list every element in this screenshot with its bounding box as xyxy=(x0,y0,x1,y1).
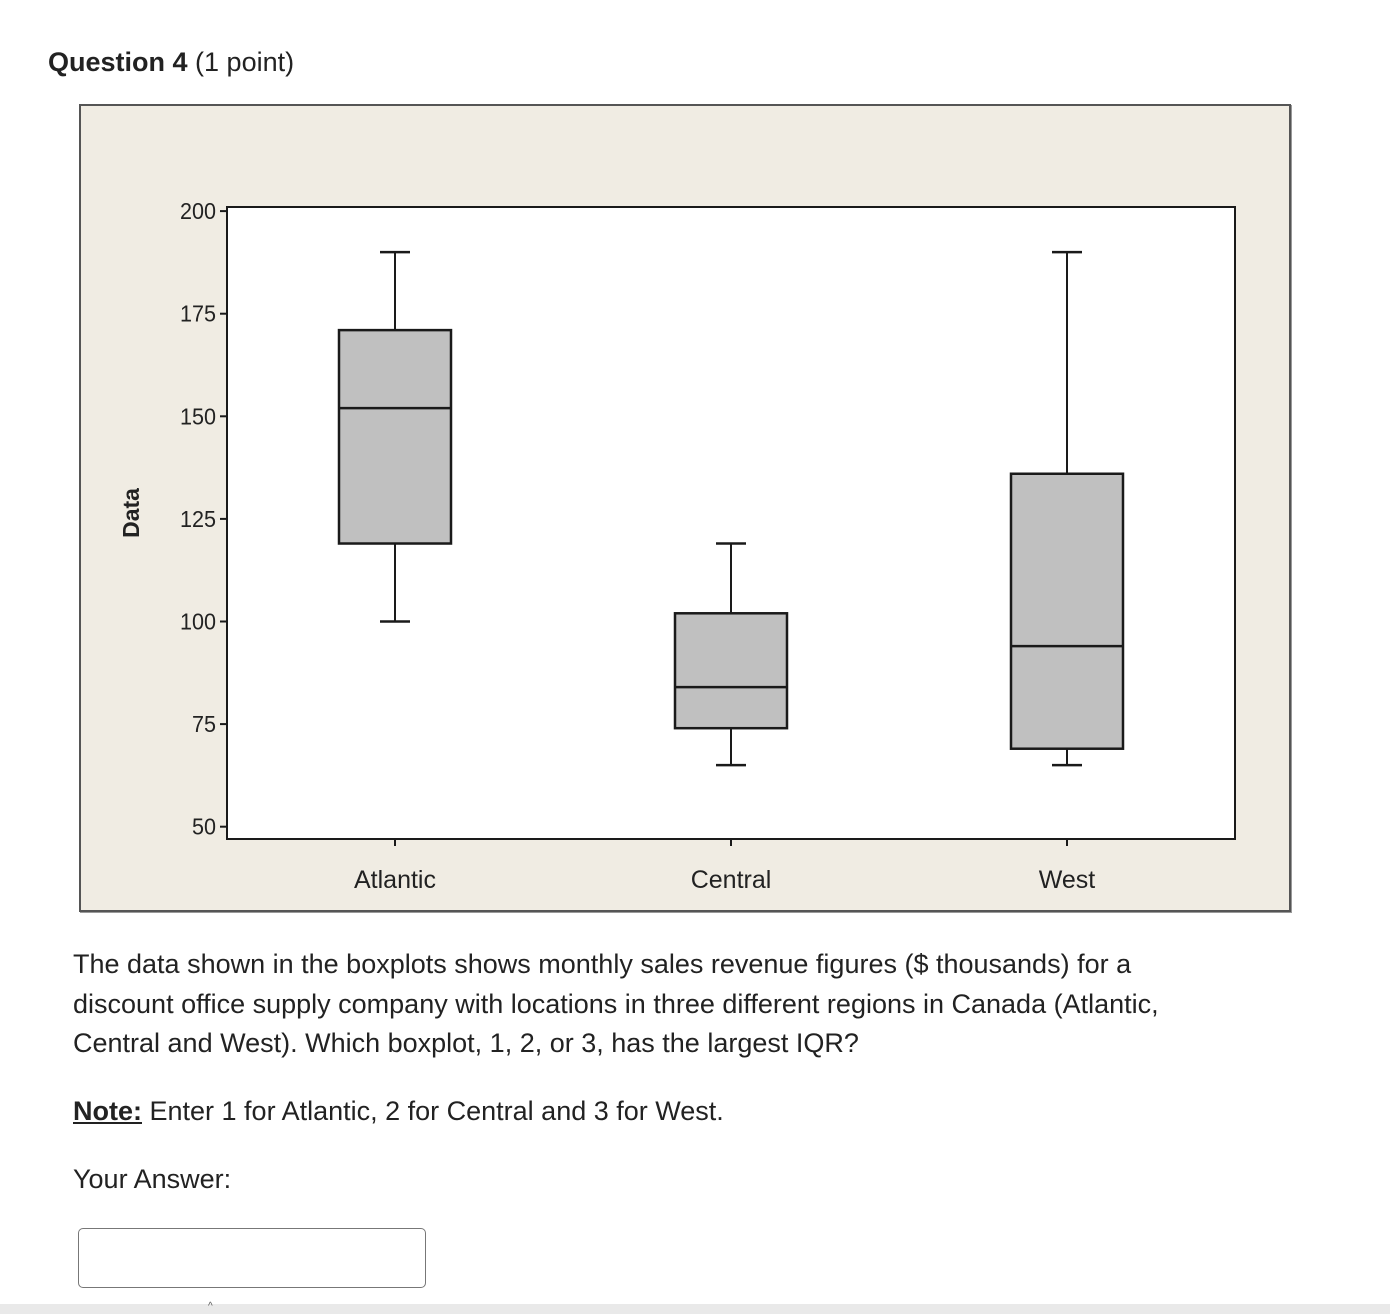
note-text: Enter 1 for Atlantic, 2 for Central and 3 for West. xyxy=(142,1096,724,1126)
question-points: (1 point) xyxy=(195,47,295,77)
answer-label: Your Answer: xyxy=(73,1164,232,1194)
question-text: The data shown in the boxplots shows monthly sales revenue figures ($ thousands) for a discount office supply company with locations in three different regions in Canada (Atlantic, Central and West). Which boxplot, 1, 2, or 3, has the largest IQR? xyxy=(73,949,1159,1058)
y-tick-label: 75 xyxy=(192,711,216,738)
caret-icon: ^ xyxy=(208,1301,213,1312)
boxplot-chart xyxy=(79,104,1291,912)
question-header xyxy=(48,44,294,80)
note-label: Note: xyxy=(73,1096,142,1126)
y-axis-label: Data xyxy=(118,488,144,538)
y-tick-label: 100 xyxy=(180,608,216,635)
answer-input[interactable] xyxy=(78,1228,426,1288)
box-iqr xyxy=(339,330,451,543)
boxplot-svg xyxy=(81,106,1289,910)
box-iqr xyxy=(1011,474,1123,749)
y-tick-label: 150 xyxy=(180,403,216,430)
y-tick-label: 125 xyxy=(180,505,216,532)
y-tick-label: 200 xyxy=(180,198,216,225)
y-tick-label: 50 xyxy=(192,813,216,840)
box-iqr xyxy=(675,613,787,728)
note xyxy=(73,1092,724,1131)
question-title: Question 4 xyxy=(48,47,188,77)
x-tick-label: Atlantic xyxy=(354,866,436,894)
x-tick-label: Central xyxy=(690,866,772,894)
x-tick-label: West xyxy=(1038,866,1096,894)
y-tick-label: 175 xyxy=(180,300,216,327)
